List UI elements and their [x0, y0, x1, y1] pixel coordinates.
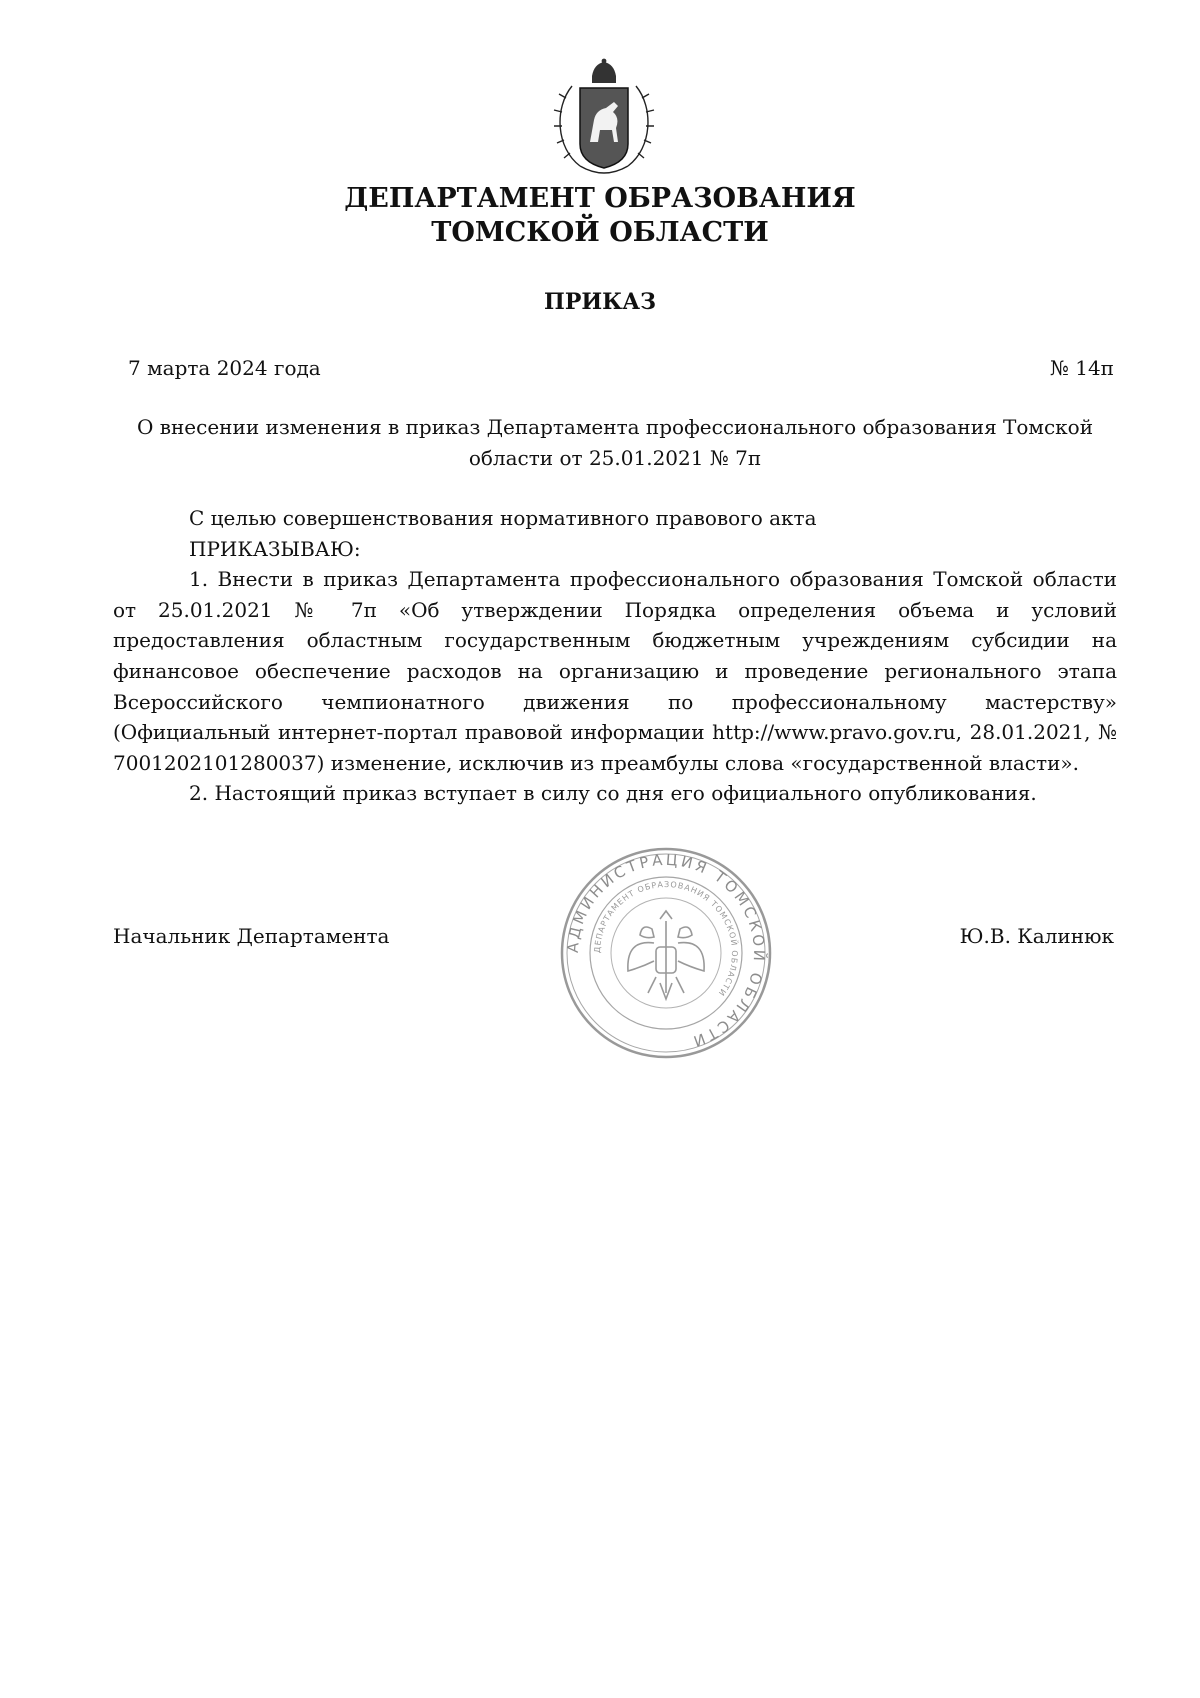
- document-body: [113, 503, 1117, 809]
- org-name-line2: ТОМСКОЙ ОБЛАСТИ: [431, 217, 769, 248]
- document-date: 7 марта 2024 года: [128, 356, 321, 380]
- order-item-2: 2. Настоящий приказ вступает в силу со дня его официального опубликования.: [189, 781, 1037, 806]
- intro-paragraph: С целью совершенствования нормативного правового акта: [189, 506, 817, 530]
- document-subject: О внесении изменения в приказ Департамента профессионального образования Томской области от 25.01.2021 № 7п: [136, 415, 1094, 470]
- tomsk-coat-of-arms-icon: [550, 58, 658, 182]
- signatory-name: Ю.В. Калинюк: [959, 924, 1114, 948]
- official-seal-icon: [556, 843, 776, 1063]
- org-name-line1: ДЕПАРТАМЕНТ ОБРАЗОВАНИЯ: [344, 183, 856, 214]
- seal-outer-text: АДМИНИСТРАЦИЯ ТОМСКОЙ ОБЛАСТИ: [563, 850, 769, 1052]
- order-word: ПРИКАЗЫВАЮ:: [189, 536, 361, 561]
- signatory-position: Начальник Департамента: [113, 924, 390, 948]
- order-item-1: 1. Внести в приказ Департамента профессионального образования Томской области от 25.01.2021 № 7п «Об утверждении Порядка определения объема и условий предоставления областным государственным бюджетным учреждениям субсидии на финансовое обеспечение расходов на организацию и проведение регионального этапа Всероссийского чемпионатного движения по профессиональному мастерству» (Официальный интернет-портал правовой информации http://www.pravo.gov.ru, 28.01.2021, № 7001202101280037) изменение, исключив из преамбулы слова «государственной власти».: [113, 567, 1117, 775]
- document-number: № 14п: [1049, 356, 1114, 380]
- document-type-title: ПРИКАЗ: [544, 289, 656, 315]
- seal-inner-text: ДЕПАРТАМЕНТ ОБРАЗОВАНИЯ ТОМСКОЙ ОБЛАСТИ: [592, 879, 740, 998]
